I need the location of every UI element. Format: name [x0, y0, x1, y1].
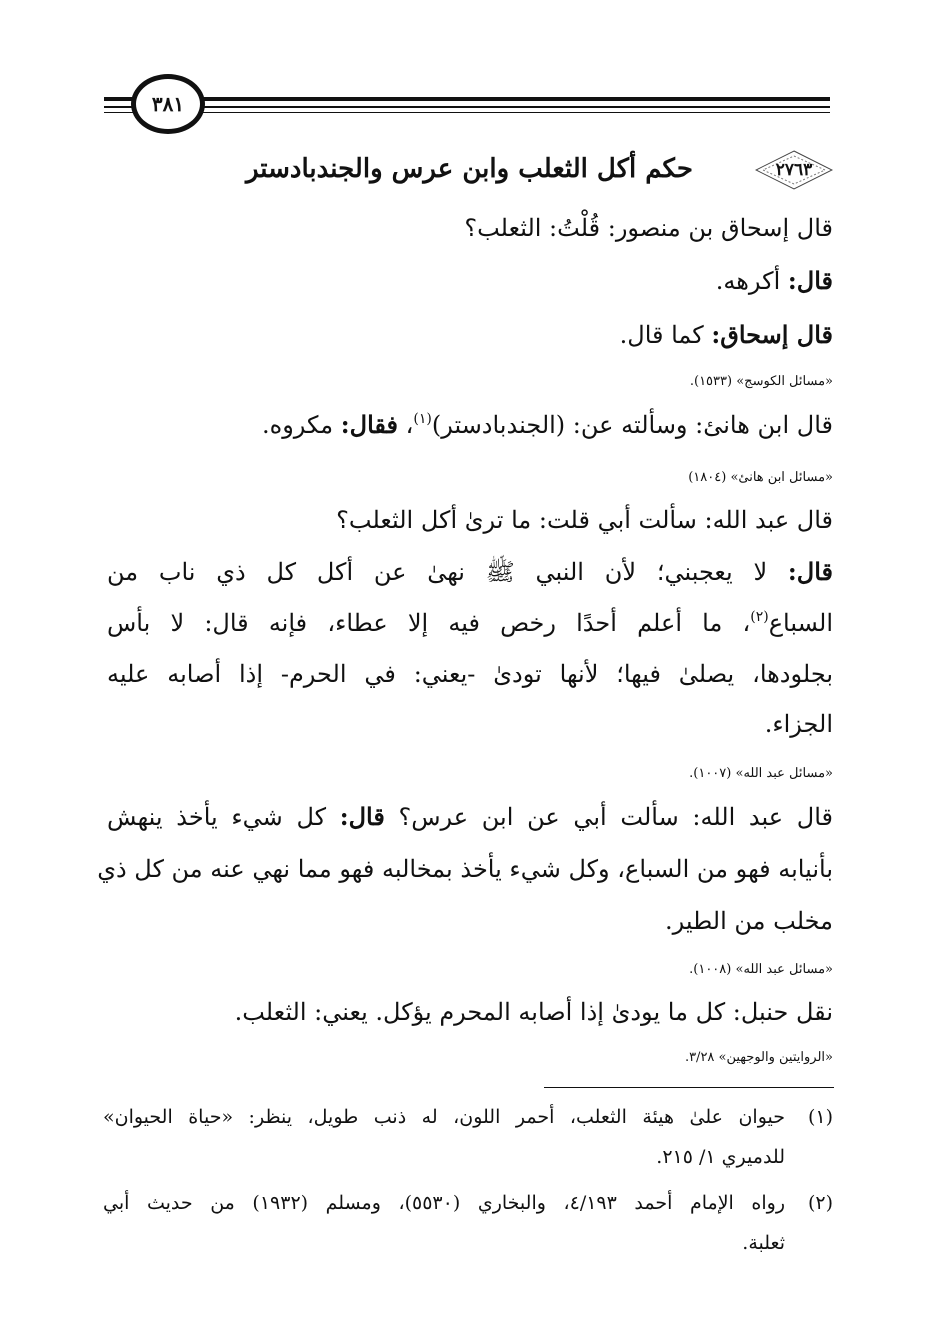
footnote-text: ثعلبة.	[742, 1232, 785, 1254]
section-number: ٢٧٦٣	[775, 160, 813, 180]
text-line	[716, 266, 833, 295]
text-line	[107, 557, 833, 592]
text-line	[235, 998, 833, 1026]
footnote-text: رواه الإمام أحمد ٤/١٩٣، والبخاري (٥٥٣٠)، ومسلم (١٩٣٢) من حديث أبي	[103, 1192, 785, 1214]
source-citation: «مسائل ابن هانئ» (١٨٠٤)	[688, 470, 833, 485]
source-citation: «الروايتين والوجهين» ٣/٢٨.	[684, 1050, 833, 1065]
page-number: ٣٨١	[151, 92, 185, 116]
p1-line3: كما قال.	[619, 321, 712, 349]
speaker-label: قال:	[787, 557, 833, 586]
source-citation: «مسائل عبد الله» (١٠٠٨).	[689, 962, 833, 977]
header-rule	[104, 112, 830, 113]
speaker-label: قال:	[787, 266, 833, 295]
p4-line1-before: قال عبد الله: سألت أبي عن ابن عرس؟	[384, 803, 833, 831]
p5-line1: نقل حنبل: كل ما يودىٰ إذا أصابه المحرم يؤكل. يعني: الثعلب.	[234, 998, 833, 1026]
text-line	[765, 710, 833, 738]
speaker-label: قال إسحاق:	[711, 320, 833, 349]
text-line	[97, 855, 833, 883]
footnote-text: للدميري ١/ ٢١٥.	[656, 1146, 785, 1168]
p3-line5: الجزاء.	[764, 710, 833, 738]
text-line	[107, 660, 833, 688]
p2-after: مكروه.	[261, 411, 341, 439]
text-line	[107, 802, 833, 831]
speaker-label: فقال:	[340, 410, 398, 439]
footnote-number: (١)	[807, 1106, 833, 1128]
header-rule	[104, 106, 830, 108]
footnote-ref: (١)	[413, 411, 432, 427]
page-number-badge	[131, 74, 205, 134]
source-citation: «مسائل عبد الله» (١٠٠٧).	[689, 766, 833, 781]
p1-line1: قال إسحاق بن منصور: قُلْتُ: الثعلب؟	[464, 214, 833, 242]
text-line	[665, 907, 833, 935]
p3-line2: لا يعجبني؛ لأن النبي ﷺ نهىٰ عن أكل كل ذي ناب من	[107, 558, 788, 586]
section-heading	[107, 150, 833, 194]
p2-before: قال ابن هانئ: وسألته عن: (الجندبادستر)	[431, 411, 833, 439]
footnote-ref: (٢)	[750, 609, 769, 625]
text-line	[262, 410, 833, 439]
source-citation: «مسائل الكوسج» (١٥٣٣).	[689, 374, 833, 389]
section-number-badge	[755, 150, 833, 190]
text-line	[464, 214, 833, 242]
header-rule	[104, 97, 830, 101]
p3-line1: قال عبد الله: سألت أبي قلت: ما ترىٰ أكل الثعلب؟	[336, 506, 833, 534]
p4-line3: مخلب من الطير.	[664, 907, 833, 935]
text-line	[620, 320, 833, 349]
p4-line1-after: كل شيء يأخذ ينهش	[107, 803, 340, 831]
p1-line2: أكرهه.	[715, 267, 788, 295]
p3-line4: بجلودها، يصلىٰ فيها؛ لأنها تودىٰ -يعني: في الحرم- إذا أصابه عليه	[107, 660, 833, 688]
text-line	[107, 609, 833, 637]
p4-line2: بأنيابه فهو من السباع، وكل شيء يأخذ بمخالبه فهو مما نهي عنه من كل ذي	[97, 855, 833, 883]
p3-line3-after: ، ما أعلم أحدًا رخص فيه إلا عطاء، فإنه قال: لا بأس	[107, 609, 751, 637]
p3-line3-before: السباع	[768, 609, 833, 637]
footnote-text: حيوان علىٰ هيئة الثعلب، أحمر اللون، له ذنب طويل، ينظر: «حياة الحيوان»	[103, 1106, 785, 1128]
footnote-separator	[544, 1087, 834, 1088]
section-title: حكم أكل الثعلب وابن عرس والجندبادستر	[245, 154, 693, 184]
p2-middle: ،	[398, 411, 414, 439]
text-line	[336, 506, 833, 534]
footnote-number: (٢)	[807, 1192, 833, 1214]
speaker-label: قال:	[339, 802, 385, 831]
